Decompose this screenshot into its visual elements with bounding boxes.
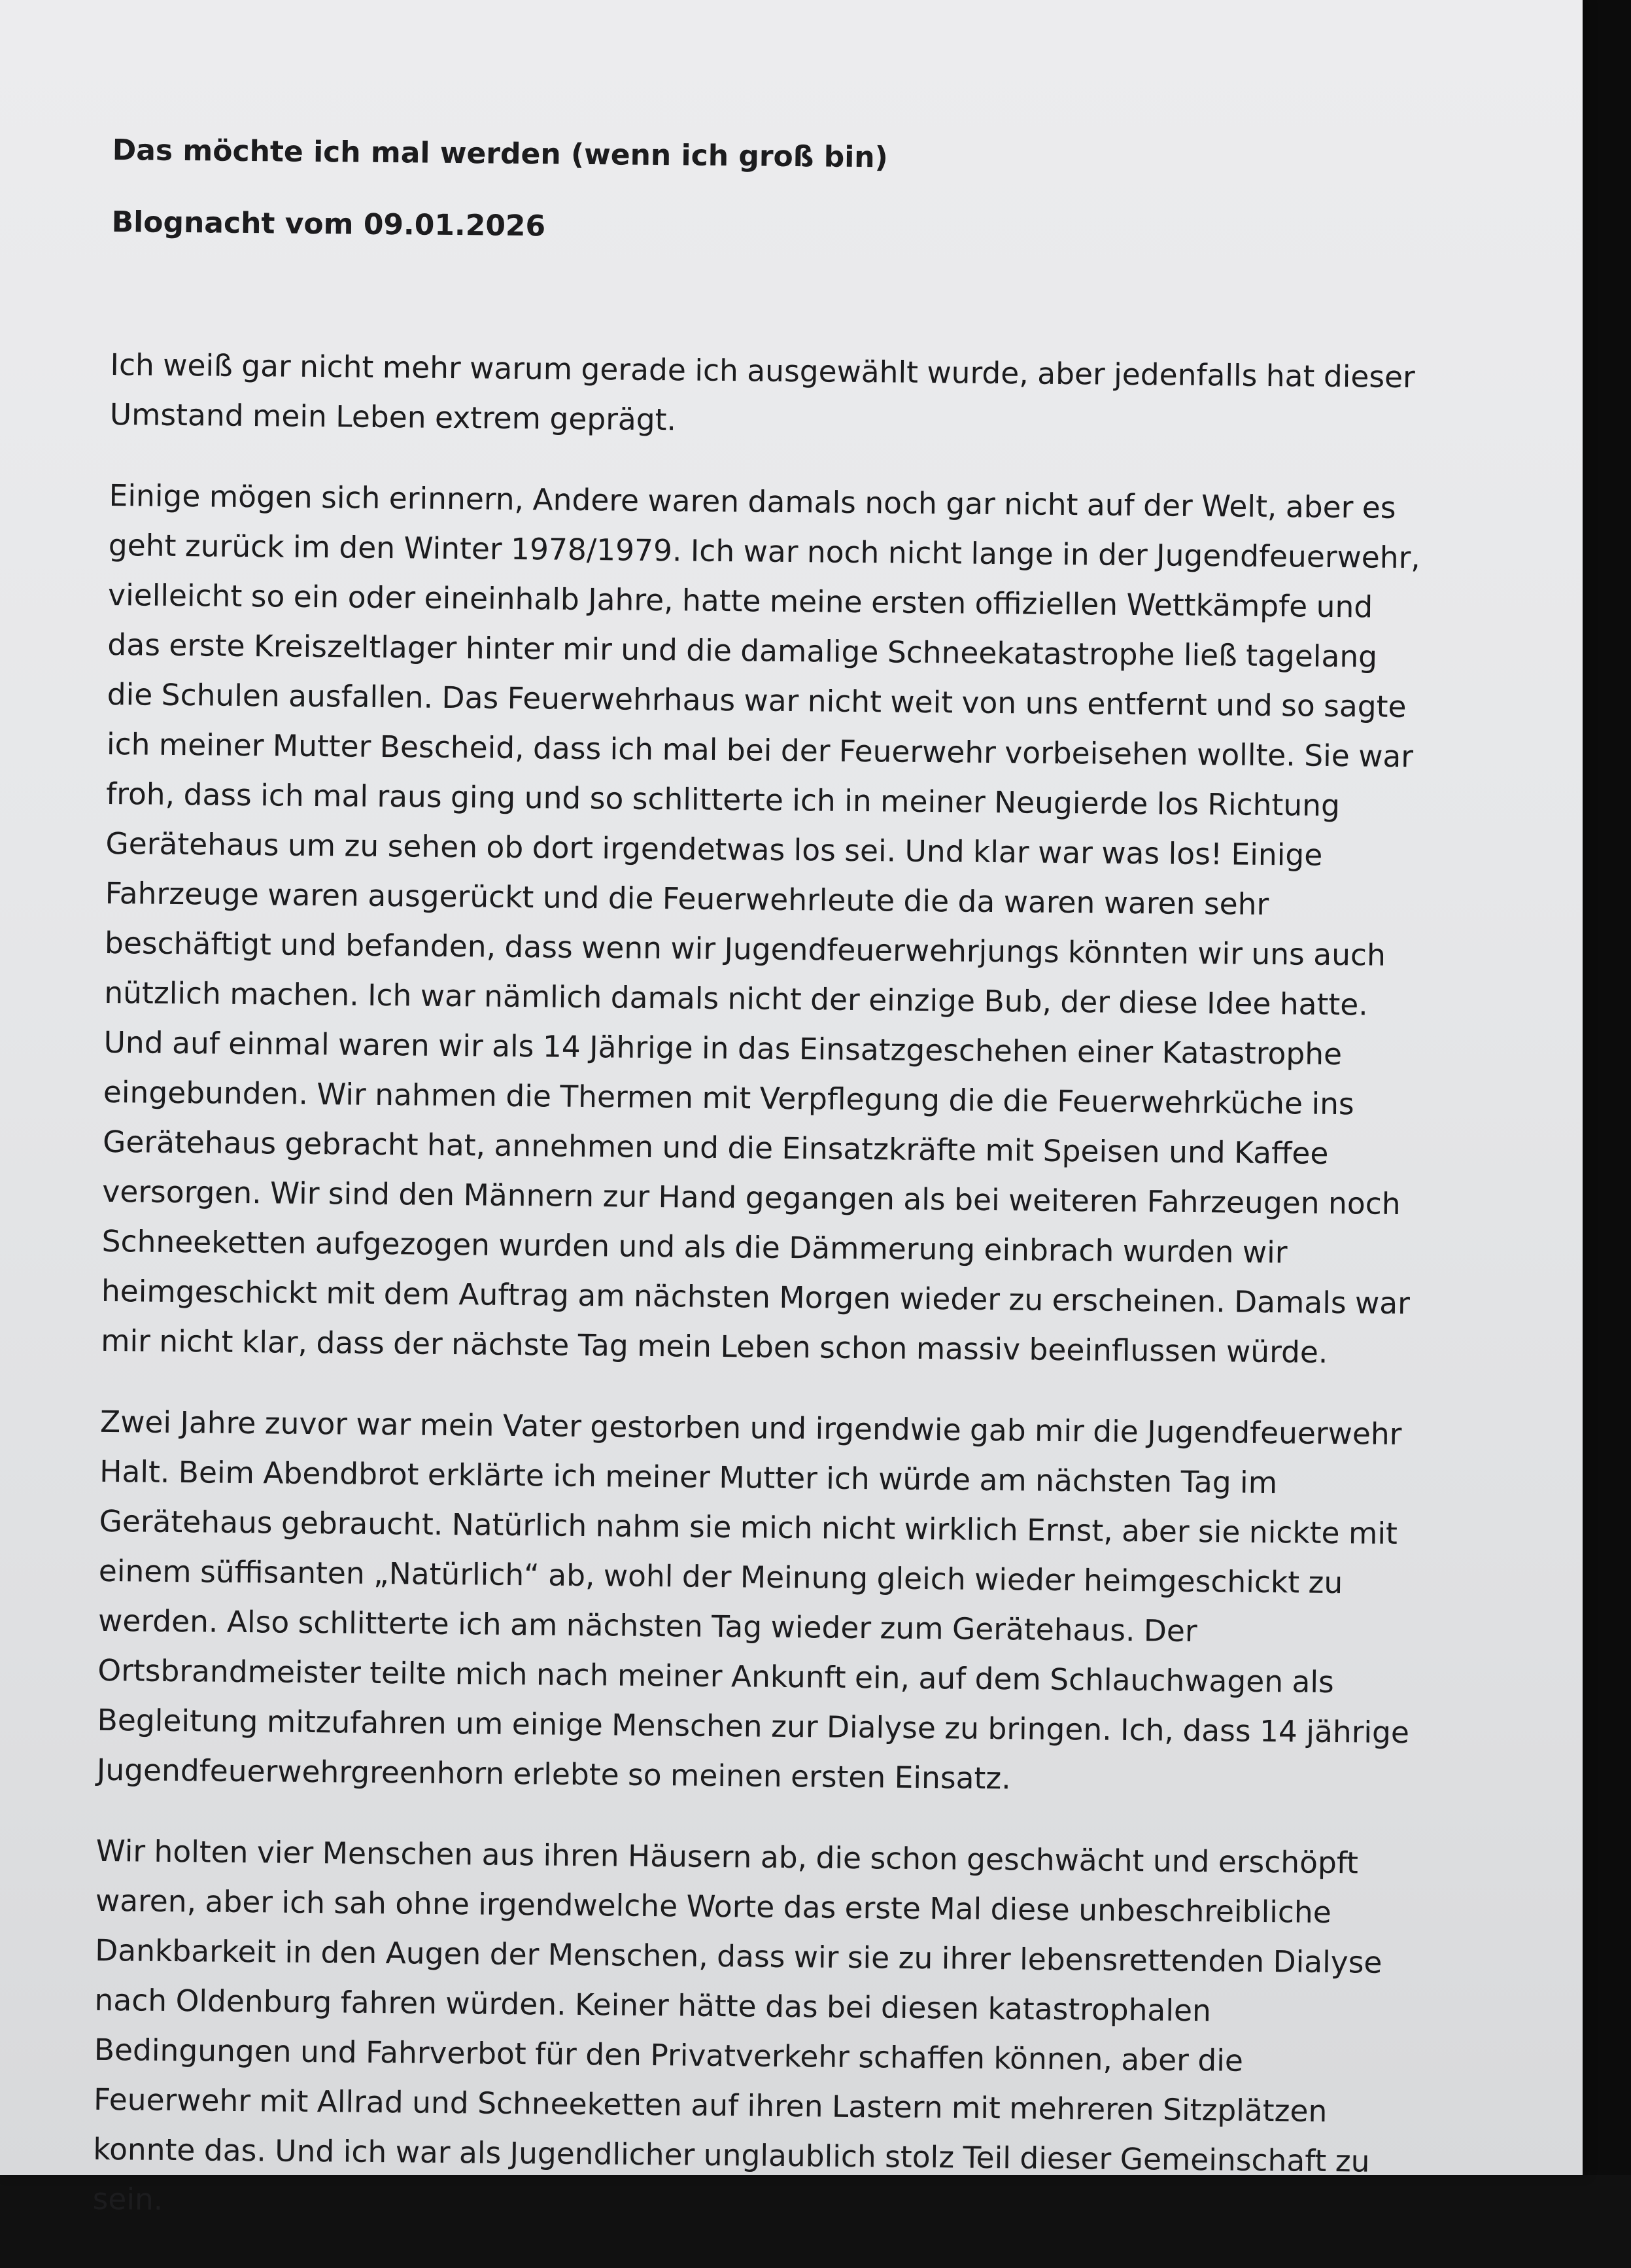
document-title: Das möchte ich mal werden (wenn ich groß bin) <box>112 133 889 175</box>
paragraph-4: Wir holten vier Menschen aus ihren Häusern ab, die schon geschwächt und erschöpft waren, aber ich sah ohne irgendwelche Worte das erste Mal diese unbeschreibliche Dankbarkeit in den Augen der Menschen, dass wir sie zu ihrer lebensrettenden Dialyse nach Oldenburg fahren würden. Keiner hätte das bei diesen katastrophalen Bedingungen und Fahrverbot für den Privatverkehr schaffen können, aber die Feuerwehr mit Allrad und Schneeketten auf ihren Lastern mit mehreren Sitzplätzen konnte das. Und ich war als Jugendlicher unglaublich stolz Teil dieser Gemeinschaft zu sein. <box>92 1833 1382 2217</box>
document-content <box>92 131 1427 2268</box>
document-subtitle: Blognacht vom 09.01.2026 <box>111 205 546 243</box>
paragraph-2: Einige mögen sich erinnern, Andere waren damals noch gar nicht auf der Welt, aber es geht zurück im den Winter 1978/1979. Ich war noch nicht lange in der Jugendfeuerwehr, vielleicht so ein oder eineinhalb Jahre, hatte meine ersten offiziellen Wettkämpfe und das erste Kreiszeltlager hinter mir und die damalige Schneekatastrophe ließ tagelang die Schulen ausfallen. Das Feuerwehrhaus war nicht weit von uns entfernt und so sagte ich meiner Mutter Bescheid, dass ich mal bei der Feuerwehr vorbeisehen wollte. Sie war froh, dass ich mal raus ging und so schlitterte ich in meiner Neugierde los Richtung Gerätehaus um zu sehen ob dort irgendetwas los sei. Und klar war was los! Einige Fahrzeuge waren ausgerückt und die Feuerwehrleute die da waren waren sehr beschäftigt und befanden, dass wenn wir Jugendfeuerwehrjungs könnten wir uns auch nützlich machen. Ich war nämlich damals nicht der einzige Bub, der diese Idee hatte. Und auf einmal waren wir als 14 Jährige in das Einsatzgeschehen einer Katastrophe eingebunden. Wir nahmen die Thermen mit Verpflegung die die Feuerwehrküche ins Gerätehaus gebracht hat, annehmen und die Einsatzkräfte mit Speisen und Kaffee versorgen. Wir sind den Männern zur Hand gegangen als bei weiteren Fahrzeugen noch Schneeketten aufgezogen wurden und als die Dämmerung einbrach wurden wir heimgeschickt mit dem Auftrag am nächsten Morgen wieder zu erscheinen. Damals war mir nicht klar, dass der nächste Tag mein Leben schon massiv beeinflussen würde. <box>100 478 1421 1370</box>
dark-background-edge <box>1579 0 1631 2175</box>
document-body <box>92 340 1425 2237</box>
paragraph-3: Zwei Jahre zuvor war mein Vater gestorben und irgendwie gab mir die Jugendfeuerwehr Halt. Beim Abendbrot erklärte ich meiner Mutter ich würde am nächsten Tag im Gerätehaus gebraucht. Natürlich nahm sie mich nicht wirklich Ernst, aber sie nickte mit einem süffisanten „Natürlich“ ab, wohl der Meinung gleich wieder heimgeschickt zu werden. Also schlitterte ich am nächsten Tag wieder zum Gerätehaus. Der Ortsbrandmeister teilte mich nach meiner Ankunft ein, auf dem Schlauchwagen als Begleitung mitzufahren um einige Menschen zur Dialyse zu bringen. Ich, dass 14 jährige Jugendfeuerwehrgreenhorn erlebte so meinen ersten Einsatz. <box>96 1404 1410 1796</box>
paragraph-1: Ich weiß gar nicht mehr warum gerade ich ausgewählt wurde, aber jedenfalls hat dieser Umstand mein Leben extrem geprägt. <box>109 347 1416 438</box>
